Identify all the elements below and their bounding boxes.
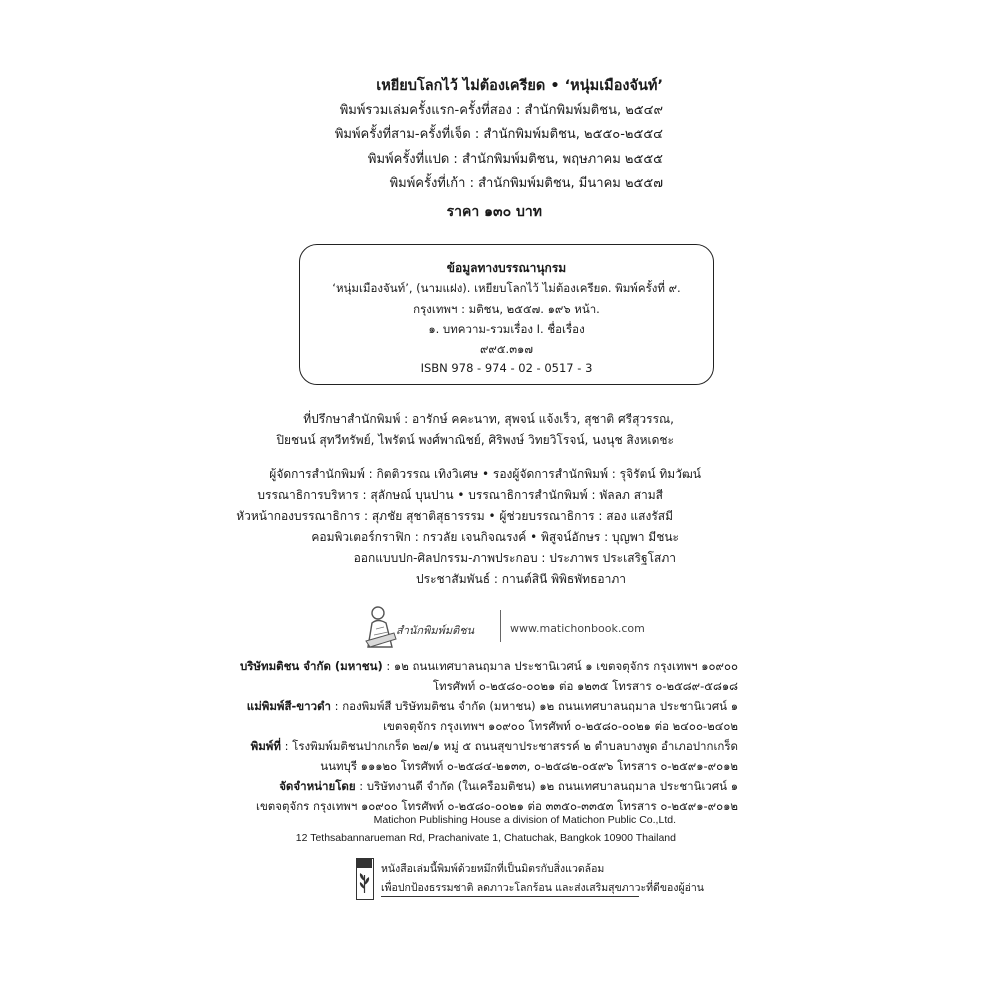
leaf-icon bbox=[357, 859, 372, 898]
english-line-1: Matichon Publishing House a division of Matichon Public Co.,Ltd. bbox=[373, 814, 676, 826]
distributor-line-2: เขตจตุจักร กรุงเทพฯ ๑๐๙๐๐ โทรศัพท์ ๐-๒๕๘๐-๐๐๒๑ ต่อ ๓๓๕๐-๓๓๕๓ โทรสาร ๐-๒๕๙๑-๙๐๑๒ bbox=[256, 799, 738, 813]
distributor-address: : บริษัทงานดี จำกัด (ในเครือมติชน) ๑๒ ถนนเทศบาลนฤมาล ประชานิเวศน์ ๑ bbox=[355, 779, 738, 793]
leaf-book-icon bbox=[356, 858, 374, 900]
staff-line-2: บรรณาธิการบริหาร : สุลักษณ์ บุนปาน • บรรณาธิการสำนักพิมพ์ : พัลลภ สามสี bbox=[257, 488, 663, 502]
advisors-line-2: ปิยชนน์ สุทวีทรัพย์, ไพรัตน์ พงศ์พาณิชย์, ศิริพงษ์ วิทยวิโรจน์, นงนุช สิงหเดชะ bbox=[276, 433, 674, 447]
publisher-company-line-1 bbox=[200, 658, 738, 676]
printing-line-3: พิมพ์ครั้งที่แปด : สำนักพิมพ์มติชน, พฤษภาคม ๒๕๕๕ bbox=[367, 152, 663, 167]
separation-line-2: เขตจตุจักร กรุงเทพฯ ๑๐๙๐๐ โทรศัพท์ ๐-๒๕๘๐-๐๐๒๑ ต่อ ๒๔๐๐-๒๔๐๒ bbox=[383, 719, 738, 733]
publisher-url: www.matichonbook.com bbox=[510, 622, 645, 635]
printer-line-2: นนทบุรี ๑๑๑๒๐ โทรศัพท์ ๐-๒๕๘๔-๒๑๓๓, ๐-๒๕๘๒-๐๕๙๖ โทรสาร ๐-๒๕๙๑-๙๐๑๒ bbox=[320, 759, 738, 773]
printer-line-1 bbox=[200, 738, 738, 756]
cip-heading: ข้อมูลทางบรรณานุกรม bbox=[446, 261, 567, 275]
publisher-logo bbox=[362, 603, 512, 649]
cip-line-3: ๑. บทความ-รวมเรื่อง I. ชื่อเรื่อง bbox=[428, 322, 585, 336]
staff-line-4: คอมพิวเตอร์กราฟิก : กรวลัย เจนกิจณรงค์ • พิสูจน์อักษร : บุญพา มีชนะ bbox=[311, 530, 679, 544]
cip-box bbox=[299, 244, 714, 385]
company-address: : ๑๒ ถนนเทศบาลนฤมาล ประชานิเวศน์ ๑ เขตจตุจักร กรุงเทพฯ ๑๐๙๐๐ bbox=[382, 659, 738, 673]
publisher-logo-script: สำนักพิมพ์มติชน bbox=[396, 624, 475, 637]
english-line-2: 12 Tethsabannarueman Rd, Prachanivate 1, Chatuchak, Bangkok 10900 Thailand bbox=[295, 832, 676, 844]
separation-line-1 bbox=[200, 698, 738, 716]
staff-line-1: ผู้จัดการสำนักพิมพ์ : กิตติวรรณ เทิงวิเศษ • รองผู้จัดการสำนักพิมพ์ : รุจิรัตน์ ทิมวัฒน์ bbox=[269, 467, 701, 481]
separation-address: : กองพิมพ์สี บริษัทมติชน จำกัด (มหาชน) ๑๒ ถนนเทศบาลนฤมาล ประชานิเวศน์ ๑ bbox=[331, 699, 738, 713]
eco-note-line-2: เพื่อปกป้องธรรมชาติ ลดภาวะโลกร้อน และส่งเสริมสุขภาวะที่ดีของผู้อ่าน bbox=[381, 882, 704, 894]
company-label: บริษัทมติชน จำกัด (มหาชน) bbox=[239, 659, 383, 673]
book-title: เหยียบโลกไว้ ไม่ต้องเครียด • ‘หนุ่มเมืองจันท์’ bbox=[376, 78, 663, 94]
eco-note-line-1: หนังสือเล่มนี้พิมพ์ด้วยหมึกที่เป็นมิตรกับสิ่งแวดล้อม bbox=[381, 863, 605, 875]
printer-address: : โรงพิมพ์มติชนปากเกร็ด ๒๗/๑ หมู่ ๕ ถนนสุขาประชาสรรค์ ๒ ตำบลบางพูด อำเภอปากเกร็ด bbox=[280, 739, 738, 753]
distributor-line-1 bbox=[200, 778, 738, 796]
printer-label: พิมพ์ที่ bbox=[250, 739, 281, 753]
cip-line-1: ‘หนุ่มเมืองจันท์’, (นามแฝง). เหยียบโลกไว้ ไม่ต้องเครียด. พิมพ์ครั้งที่ ๙. bbox=[332, 281, 681, 295]
distributor-label: จัดจำหน่ายโดย bbox=[279, 779, 356, 793]
staff-line-3: หัวหน้ากองบรรณาธิการ : สุภชัย สุชาติสุธารรรม • ผู้ช่วยบรรณาธิการ : สอง แสงรัสมี bbox=[236, 509, 673, 523]
publisher-company-line-2: โทรศัพท์ ๐-๒๕๘๐-๐๐๒๑ ต่อ ๑๒๓๕ โทรสาร ๐-๒๕๘๙-๕๘๑๘ bbox=[432, 679, 738, 693]
separation-label: แม่พิมพ์สี-ขาวดำ bbox=[246, 699, 332, 713]
cip-dewey: ๙๙๕.๓๑๗ bbox=[479, 342, 533, 356]
printing-line-2: พิมพ์ครั้งที่สาม-ครั้งที่เจ็ด : สำนักพิมพ์มติชน, ๒๕๕๐-๒๕๕๔ bbox=[334, 127, 663, 142]
advisors-line-1: ที่ปรึกษาสำนักพิมพ์ : อารักษ์ คคะนาท, สุพจน์ แจ้งเร็ว, สุชาติ ศรีสุวรรณ, bbox=[303, 412, 674, 426]
printing-line-4: พิมพ์ครั้งที่เก้า : สำนักพิมพ์มติชน, มีนาคม ๒๕๕๗ bbox=[389, 176, 663, 191]
eco-note-underline bbox=[381, 896, 639, 897]
staff-line-5: ออกแบบปก-ศิลปกรรม-ภาพประกอบ : ประภาพร ประเสริฐโสภา bbox=[353, 551, 676, 565]
staff-line-6: ประชาสัมพันธ์ : กานต์สินี พิพิธพัทธอาภา bbox=[416, 572, 626, 586]
cip-isbn: ISBN 978 - 974 - 02 - 0517 - 3 bbox=[420, 361, 593, 375]
logo-divider bbox=[500, 610, 501, 642]
cip-line-2: กรุงเทพฯ : มติชน, ๒๕๕๗. ๑๙๖ หน้า. bbox=[413, 302, 600, 316]
printing-line-1: พิมพ์รวมเล่มครั้งแรก-ครั้งที่สอง : สำนักพิมพ์มติชน, ๒๕๔๙ bbox=[339, 103, 663, 118]
price: ราคา ๑๓๐ บาท bbox=[446, 204, 542, 220]
